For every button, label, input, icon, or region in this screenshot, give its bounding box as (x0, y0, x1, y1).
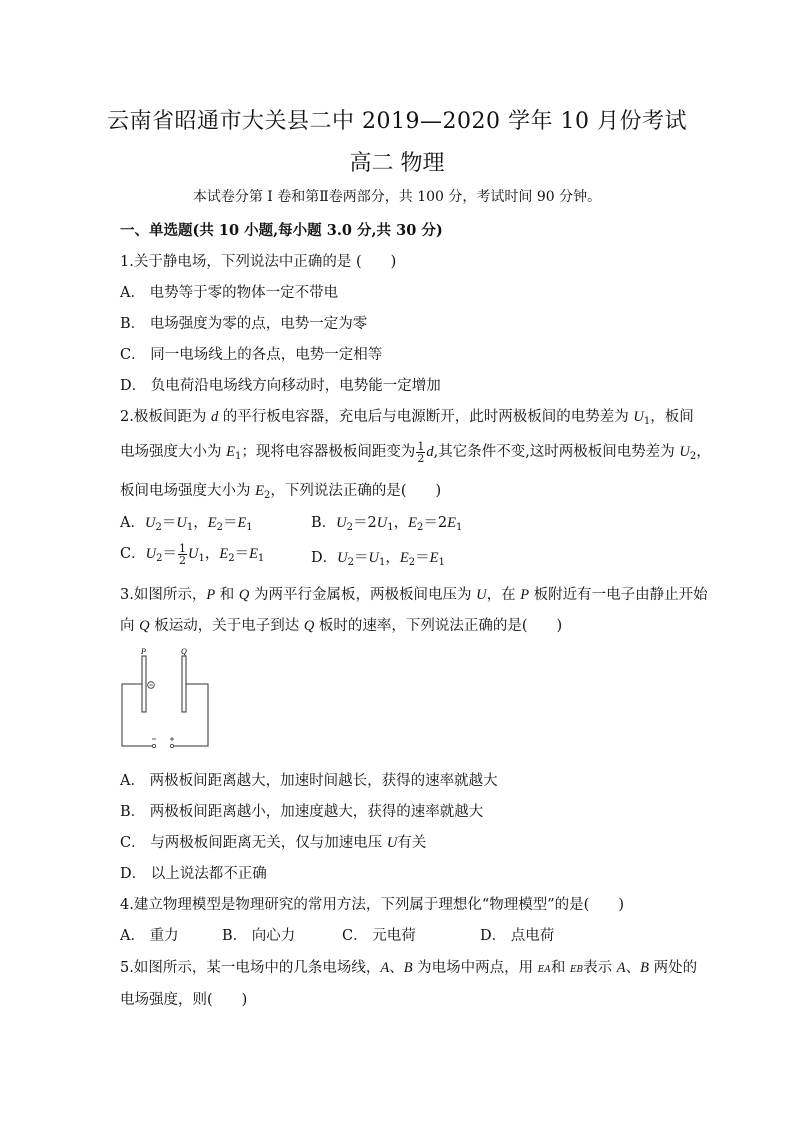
plate-q-label: Q (181, 647, 187, 656)
fraction-one-half: $\frac{1}{2}$ (417, 439, 425, 465)
question-2-option-c: C．$U_2=$ $\frac{1}{2}$ $U_1$，$E_2=E_1$ (120, 541, 265, 567)
exam-title: 云南省昭通市大关县二中 2019—2020 学年 10 月份考试 (107, 109, 687, 134)
question-2-option-a: A．$U_2=U_1$，$E_2=E_1$ (120, 515, 253, 533)
question-2-line-1: 2.极板间距为 d 的平行板电容器，充电后与电源断开，此时两极板间的电势差为 $U_1$，板间 (120, 409, 694, 427)
question-3-line-2: 向 Q 板运动，关于电子到达 Q 板时的速率，下列说法正确的是( ) (120, 618, 563, 634)
wire-right (174, 684, 208, 746)
question-2-option-d: D．$U_2=U_1$，$E_2=E_1$ (311, 550, 445, 568)
question-1-stem: 1.关于静电场，下列说法中正确的是 ( ) (120, 254, 397, 270)
question-3-option-b: B． 两极板间距离越小，加速度越大，获得的速率就越大 (120, 804, 484, 820)
question-1-option-c: C． 同一电场线上的各点，电势一定相等 (120, 347, 383, 363)
question-5-line-2: 电场强度，则( ) (120, 992, 248, 1008)
question-5-line-1: 5.如图所示，某一电场中的几条电场线，A、B 为电场中两点，用 EA和 EB表示 A、B 两处的 (120, 960, 698, 976)
question-1-option-d: D． 负电荷沿电场线方向移动时，电势能一定增加 (120, 378, 441, 394)
question-1-option-b: B． 电场强度为零的点，电势一定为零 (120, 316, 368, 332)
terminal-positive (170, 744, 173, 747)
question-3-option-d: D． 以上说法都不正确 (120, 866, 267, 882)
plate-q (182, 656, 186, 712)
question-4-option-b: B． 向心力 (222, 928, 296, 944)
section-heading: 一、单选题(共 10 小题,每小题 3.0 分,共 30 分) (120, 222, 443, 239)
question-1-option-a: A． 电势等于零的物体一定不带电 (120, 285, 339, 301)
question-4-stem: 4.建立物理模型是物理研究的常用方法，下列属于理想化“物理模型”的是( ) (120, 897, 624, 913)
question-3-option-a: A． 两极板间距离越大，加速时间越长，获得的速率就越大 (120, 773, 498, 789)
plate-p (142, 656, 146, 712)
wire-left (122, 684, 152, 746)
exam-instructions: 本试卷分第 I 卷和第Ⅱ卷两部分，共 100 分，考试时间 90 分钟。 (192, 189, 602, 205)
question-4-option-d: D． 点电荷 (480, 928, 555, 944)
exam-subtitle: 高二 物理 (349, 151, 445, 176)
question-4-option-c: C． 元电荷 (342, 928, 416, 944)
question-2-option-b: B．$U_2=2U_1$，$E_2=2E_1$ (311, 515, 463, 533)
capacitor-circuit-diagram (118, 646, 214, 752)
question-3-option-c: C． 与两极板间距离无关，仅与加速电压 U有关 (120, 835, 427, 851)
question-2-line-2: 电场强度大小为 $E_1$；现将电容器极板间距变为 $\frac{1}{2}$ d,其它条件不变,这时两极板间电势差为 $U_2$， (120, 439, 711, 465)
question-4-option-a: A． 重力 (120, 928, 179, 944)
fraction-one-half: $\frac{1}{2}$ (178, 541, 186, 567)
terminal-negative (152, 744, 155, 747)
question-3-line-1: 3.如图所示，P 和 Q 为两平行金属板，两极板间电压为 U，在 P 板附近有一电子由静止开始 (120, 587, 708, 603)
plate-p-label: P (141, 647, 146, 656)
question-2-line-3: 板间电场强度大小为 $E_2$，下列说法正确的是( ) (120, 483, 442, 501)
